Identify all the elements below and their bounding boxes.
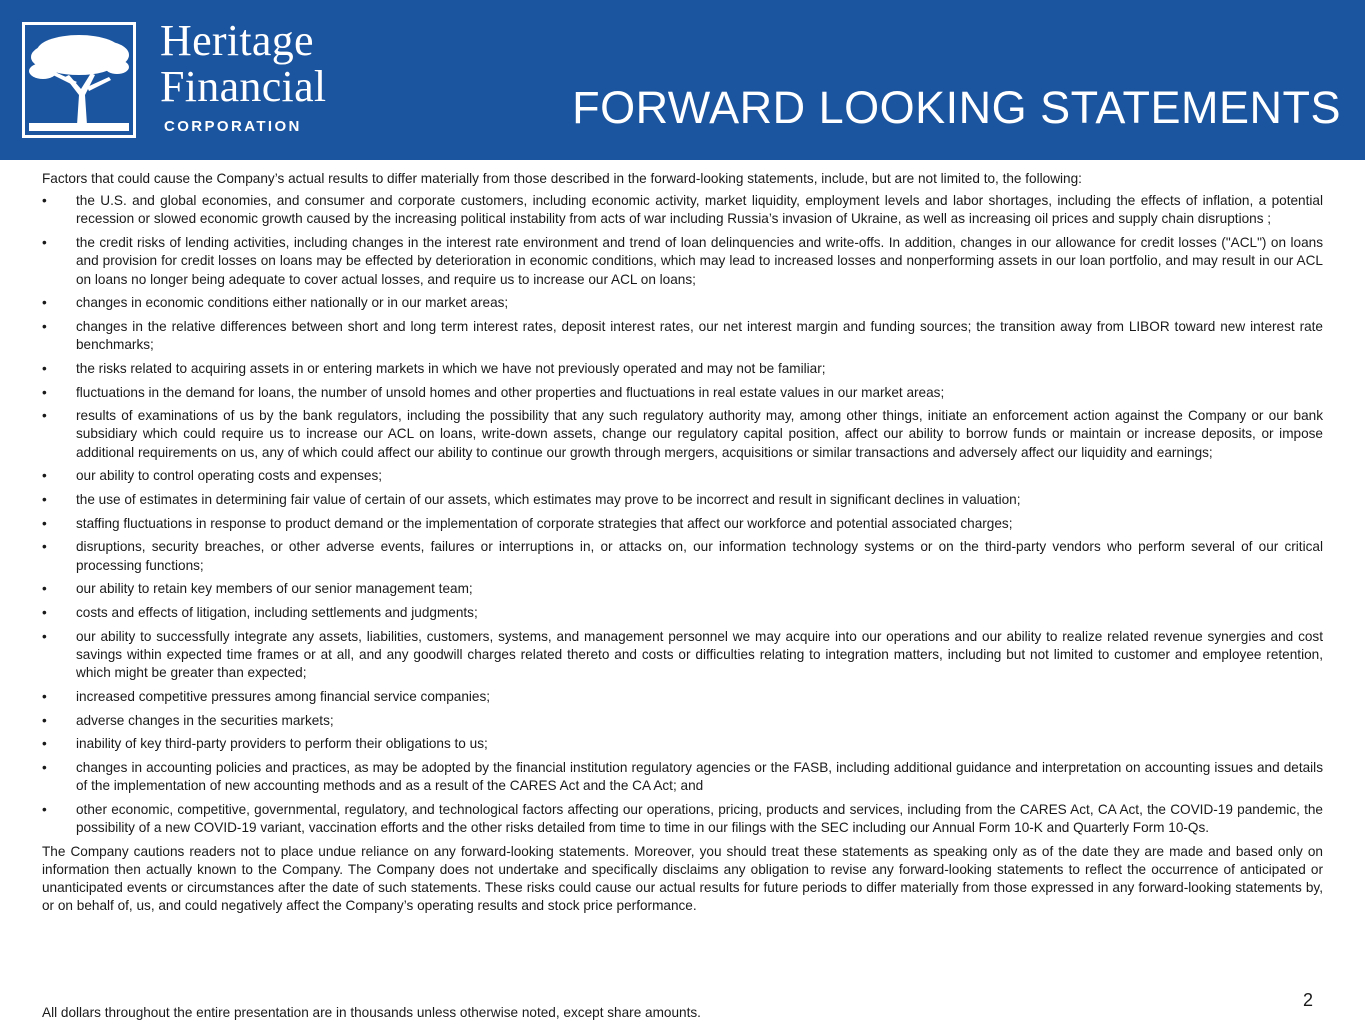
list-item: [42, 538, 1323, 574]
list-item-text: changes in accounting policies and practices, as may be adopted by the financial institution regulatory agencies or the FASB, including additional guidance and interpretation on accounting issues and details of the implementation of new accounting methods and as a result of the CARES Act and the CA Act; and: [76, 759, 1323, 794]
list-item-text: disruptions, security breaches, or other adverse events, failures or interruptions in, or attacks on, our information technology systems or on the third-party vendors who perform several of our critical processing functions;: [76, 539, 1323, 573]
bullet-point-icon: •: [42, 295, 47, 311]
list-item: [42, 407, 1323, 462]
list-item-text: changes in the relative differences between short and long term interest rates, deposit interest rates, our net interest margin and funding sources; the transition away from LIBOR toward new interest rate benchmarks;: [76, 318, 1323, 353]
list-item: [42, 318, 1323, 354]
bullet-point-icon: •: [42, 688, 47, 704]
list-item: [42, 234, 1323, 289]
list-item: [42, 688, 1323, 706]
logo-box: [22, 22, 136, 138]
bullet-point-icon: •: [42, 801, 47, 817]
tree-icon: [25, 25, 133, 135]
list-item-text: changes in economic conditions either nationally or in our market areas;: [76, 295, 509, 311]
list-item: [42, 712, 1323, 730]
list-item-text: other economic, competitive, governmental, regulatory, and technological factors affecting our operations, pricing, products and services, including from the CARES Act, CA Act, the COVID-19 pandemic, the possibility of a new COVID-19 variant, vaccination efforts and the other risks detailed from time to time in our filings with the SEC including our Annual Form 10-K and Quarterly Form 10-Qs.: [76, 801, 1323, 836]
list-item: [42, 759, 1323, 795]
intro-paragraph: Factors that could cause the Company’s actual results to differ materially from those described in the forward-looking statements, include, but are not limited to, the following:: [42, 171, 1082, 186]
list-item-text: fluctuations in the demand for loans, the number of unsold homes and other properties and fluctuations in real estate values in our market areas;: [76, 384, 945, 400]
list-item-text: costs and effects of litigation, including settlements and judgments;: [76, 605, 478, 621]
list-item: [42, 294, 1323, 312]
bullet-point-icon: •: [42, 235, 47, 251]
bullet-point-icon: •: [42, 318, 47, 334]
list-item-text: the credit risks of lending activities, including changes in the interest rate environment and trend of loan delinquencies and write-offs. In addition, changes in our allowance for credit losses ("ACL") on loans and provision for credit losses on loans may be effected by deterioration in economic conditions, which may lead to increased losses and nonperforming assets in our loan portfolio, and may result in our ACL on loans no longer being adequate to cover actual losses, and require us to increase our ACL on loans;: [76, 235, 1323, 287]
bullet-point-icon: •: [42, 712, 47, 728]
closing-paragraph: The Company cautions readers not to place undue reliance on any forward-looking statements. Moreover, you should treat these statements as speaking only as of the date they are made and based only on information then actually known to the Company. The Company does not undertake and specifically disclaims any obligation to revise any forward-looking statements to reflect the occurrence of anticipated or unanticipated events or circumstances after the date of such statements. These risks could cause our actual results for future periods to differ materially from those expressed in any forward-looking statements by, or on behalf of, us, and could negatively affect the Company’s operating results and stock price performance.: [42, 843, 1323, 914]
bullet-point-icon: •: [42, 384, 47, 400]
logo-heritage: Heritage: [160, 16, 314, 65]
bullet-point-icon: •: [42, 628, 47, 644]
list-item: [42, 515, 1323, 533]
bullet-point-icon: •: [42, 408, 47, 424]
footnote: All dollars throughout the entire presentation are in thousands unless otherwise noted, except share amounts.: [42, 1005, 701, 1020]
bullet-point-icon: •: [42, 193, 47, 209]
list-item: [42, 580, 1323, 598]
bullet-point-icon: •: [42, 581, 47, 597]
list-item: [42, 384, 1323, 402]
list-item: [42, 628, 1323, 683]
list-item-text: adverse changes in the securities markets;: [76, 712, 334, 728]
list-item-text: our ability to successfully integrate any assets, liabilities, customers, systems, and management personnel we may acquire into our operations and our ability to realize related revenue synergies and cost savings within expected time frames or at all, and any goodwill charges related thereto and costs or difficulties relating to integration matters, including but not limited to customer and employee retention, which might be greater than expected;: [76, 628, 1323, 681]
list-item: [42, 801, 1323, 837]
logo-corporation: CORPORATION: [164, 118, 302, 135]
list-item-text: our ability to control operating costs and expenses;: [76, 468, 383, 484]
list-item: [42, 360, 1323, 378]
bullet-point-icon: •: [42, 759, 47, 775]
list-item-text: increased competitive pressures among financial service companies;: [76, 688, 491, 704]
slide-title: FORWARD LOOKING STATEMENTS: [572, 82, 1341, 133]
list-item-text: our ability to retain key members of our senior management team;: [76, 581, 473, 597]
list-item-text: staffing fluctuations in response to product demand or the implementation of corporate strategies that affect our workforce and potential associated charges;: [76, 515, 1013, 531]
slide-body: [42, 170, 1323, 916]
bullet-point-icon: •: [42, 605, 47, 621]
bullet-point-icon: •: [42, 539, 47, 555]
slide-header: [0, 0, 1365, 160]
list-item: [42, 735, 1323, 753]
list-item-text: the U.S. and global economies, and consumer and corporate customers, including economic activity, market liquidity, employment levels and labor shortages, including the effects of inflation, a potential recession or slowed economic growth caused by the increasing political instability from acts of war including Russia’s invasion of Ukraine, as well as increasing oil prices and supply chain disruptions ;: [76, 193, 1323, 227]
bullet-point-icon: •: [42, 515, 47, 531]
bullet-point-icon: •: [42, 360, 47, 376]
list-item: [42, 604, 1323, 622]
list-item-text: the use of estimates in determining fair value of certain of our assets, which estimates may prove to be incorrect and result in significant declines in valuation;: [76, 492, 1021, 508]
bullet-point-icon: •: [42, 736, 47, 752]
bullet-point-icon: •: [42, 468, 47, 484]
list-item: [42, 491, 1323, 509]
page-number: 2: [1302, 990, 1313, 1010]
list-item-text: results of examinations of us by the bank regulators, including the possibility that any such regulatory authority may, among other things, initiate an enforcement action against the Company or our bank subsidiary which could require us to increase our ACL on loans, write-down assets, change our regulatory capital position, affect our ability to borrow funds or maintain or increase deposits, or impose additional requirements on us, any of which could affect our ability to continue our growth through mergers, acquisitions or similar transactions and adversely affect our liquidity and earnings;: [76, 408, 1323, 460]
list-item-text: inability of key third-party providers to perform their obligations to us;: [76, 736, 488, 752]
bullet-point-icon: •: [42, 492, 47, 508]
factor-list: [42, 192, 1323, 837]
list-item: [42, 192, 1323, 228]
list-item: [42, 467, 1323, 485]
logo-financial: Financial: [160, 62, 327, 111]
company-logo-text: [160, 18, 326, 135]
list-item-text: the risks related to acquiring assets in or entering markets in which we have not previously operated and may not be familiar;: [76, 360, 826, 376]
